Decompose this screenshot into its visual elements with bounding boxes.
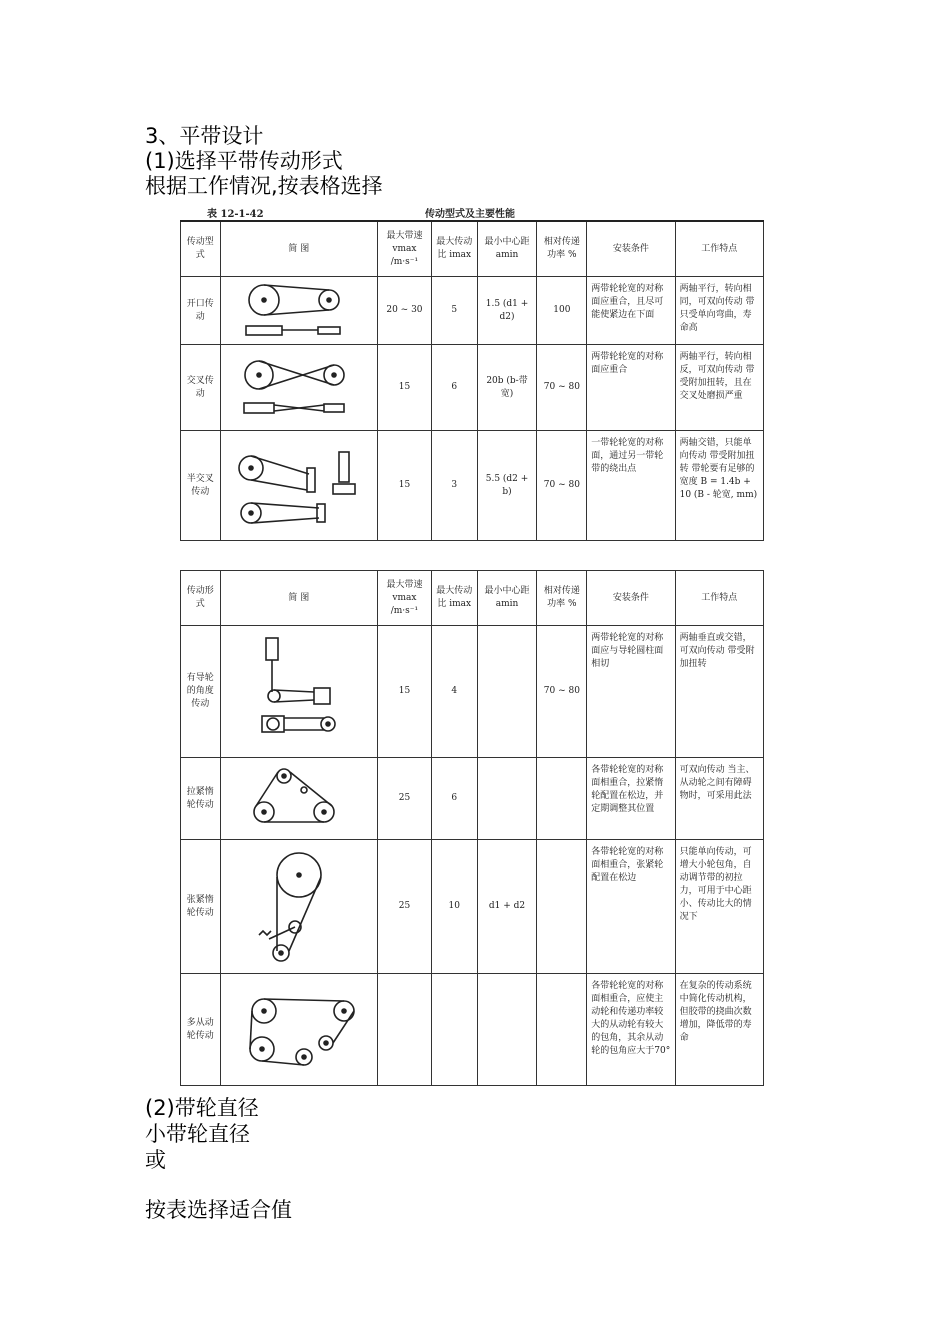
col-install: 安装条件 [587, 571, 675, 626]
row-feature: 两轴平行，转向相反，可双向传动 带受附加扭转，且在交叉处磨损严重 [675, 345, 763, 431]
pulley-diameter-heading: (2)带轮直径 [145, 1096, 259, 1120]
diagram-idler-pulley [220, 758, 377, 840]
col-vmax: 最大带速 vmax /m·s⁻¹ [378, 571, 432, 626]
row-imax: 10 [431, 840, 477, 974]
row-vmax: 25 [378, 758, 432, 840]
transmission-table-1 [180, 220, 764, 541]
col-feature: 工作特点 [675, 571, 763, 626]
row-type: 交叉传动 [181, 345, 221, 431]
diagram-half-cross-belt [220, 431, 377, 541]
row-eff: 70 ~ 80 [537, 626, 587, 758]
row-imax: 6 [431, 345, 477, 431]
diagram-cross-belt [220, 345, 377, 431]
col-vmax: 最大带速 vmax /m·s⁻¹ [378, 221, 432, 277]
row-feature: 在复杂的传动系统中简化传动机构，但胶带的挠曲次数增加，降低带的寿命 [675, 974, 763, 1086]
row-type: 拉紧惰轮传动 [181, 758, 221, 840]
table-id: 表 12-1-42 [207, 209, 264, 220]
col-imax: 最大传动比 imax [431, 221, 477, 277]
col-type: 传动形式 [181, 571, 221, 626]
row-vmax [378, 974, 432, 1086]
diagram-multi-driven [220, 974, 377, 1086]
row-install: 各带轮轮宽的对称面相重合，应使主动轮和传递功率较大的从动轮有较大的包角，其余从动轮的包角应大于70° [587, 974, 675, 1086]
row-vmax: 25 [378, 840, 432, 974]
row-eff: 70 ~ 80 [537, 345, 587, 431]
row-install: 各带轮轮宽的对称面相重合，张紧轮配置在松边 [587, 840, 675, 974]
diagram-open-belt [220, 277, 377, 345]
row-feature: 两轴交错，只能单向传动 带受附加扭转 带轮要有足够的宽度 B = 1.4b + 10 (B - 轮宽, mm) [675, 431, 763, 541]
section-heading: 3、平带设计 [145, 124, 264, 148]
col-feature: 工作特点 [675, 221, 763, 277]
row-feature: 两轴平行，转向相同，可双向传动 带只受单向弯曲，寿命高 [675, 277, 763, 345]
small-pulley-diameter: 小带轮直径 [145, 1122, 250, 1146]
row-eff [537, 974, 587, 1086]
table-row [181, 345, 764, 431]
row-type: 张紧惰轮传动 [181, 840, 221, 974]
row-feature: 两轴垂直或交错，可双向传动 带受附加扭转 [675, 626, 763, 758]
row-vmax: 15 [378, 345, 432, 431]
row-vmax: 20 ~ 30 [378, 277, 432, 345]
row-eff: 70 ~ 80 [537, 431, 587, 541]
table-row [181, 974, 764, 1086]
transmission-table-2 [180, 570, 764, 1086]
row-amin [477, 758, 537, 840]
col-imax: 最大传动比 imax [431, 571, 477, 626]
row-install: 一带轮轮宽的对称面，通过另一带轮带的绕出点 [587, 431, 675, 541]
col-install: 安装条件 [587, 221, 675, 277]
table-row [181, 626, 764, 758]
col-amin: 最小中心距 amin [477, 571, 537, 626]
row-eff [537, 840, 587, 974]
col-type: 传动型式 [181, 221, 221, 277]
row-type: 多从动轮传动 [181, 974, 221, 1086]
row-imax [431, 974, 477, 1086]
table-row [181, 840, 764, 974]
col-diagram: 简 图 [220, 221, 377, 277]
table-row [181, 431, 764, 541]
row-vmax: 15 [378, 626, 432, 758]
row-vmax: 15 [378, 431, 432, 541]
row-install: 两带轮轮宽的对称面应重合，且尽可能使紧边在下面 [587, 277, 675, 345]
col-diagram: 简 图 [220, 571, 377, 626]
row-amin: 5.5 (d2 + b) [477, 431, 537, 541]
row-install: 两带轮轮宽的对称面应重合 [587, 345, 675, 431]
diagram-tension-pulley [220, 840, 377, 974]
row-amin: 20b (b-带宽) [477, 345, 537, 431]
row-eff: 100 [537, 277, 587, 345]
table-title: 传动型式及主要性能 [425, 209, 515, 220]
subsection-heading: (1)选择平带传动形式 [145, 149, 343, 173]
row-install: 两带轮轮宽的对称面应与导轮圆柱面相切 [587, 626, 675, 758]
row-imax: 5 [431, 277, 477, 345]
row-feature: 可双向传动 当主、从动轮之间有障碍物时，可采用此法 [675, 758, 763, 840]
table-row [181, 277, 764, 345]
or-text: 或 [145, 1148, 166, 1172]
row-imax: 6 [431, 758, 477, 840]
col-eff: 相对传递功率 % [537, 571, 587, 626]
row-amin [477, 626, 537, 758]
select-value-text: 按表选择适合值 [145, 1198, 292, 1222]
col-amin: 最小中心距 amin [477, 221, 537, 277]
diagram-guide-pulley [220, 626, 377, 758]
row-type: 半交叉传动 [181, 431, 221, 541]
row-imax: 3 [431, 431, 477, 541]
row-amin: 1.5 (d1 + d2) [477, 277, 537, 345]
row-type: 开口传动 [181, 277, 221, 345]
row-eff [537, 758, 587, 840]
col-eff: 相对传递功率 % [537, 221, 587, 277]
instruction-text: 根据工作情况,按表格选择 [145, 174, 383, 198]
row-imax: 4 [431, 626, 477, 758]
row-feature: 只能单向传动，可增大小轮包角，自动调节带的初拉力，可用于中心距小、传动比大的情况下 [675, 840, 763, 974]
row-type: 有导轮的角度传动 [181, 626, 221, 758]
row-amin [477, 974, 537, 1086]
row-amin: d1 + d2 [477, 840, 537, 974]
row-install: 各带轮轮宽的对称面相重合，拉紧惰轮配置在松边，并定期调整其位置 [587, 758, 675, 840]
table-row [181, 758, 764, 840]
